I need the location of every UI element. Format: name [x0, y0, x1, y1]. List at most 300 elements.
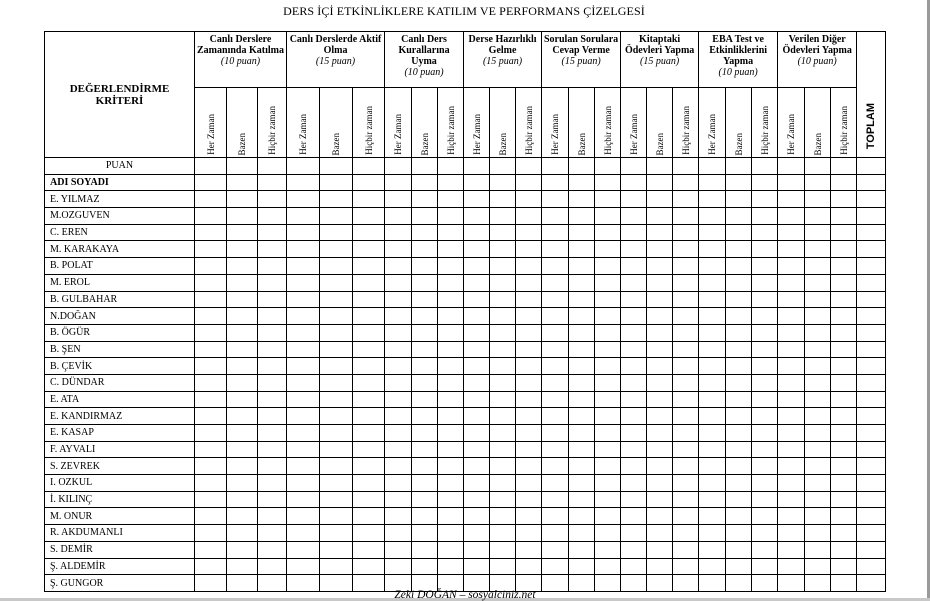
- score-cell[interactable]: [831, 391, 857, 408]
- score-cell[interactable]: [831, 274, 857, 291]
- score-cell[interactable]: [726, 241, 752, 258]
- score-cell[interactable]: [385, 525, 412, 542]
- score-cell[interactable]: [464, 441, 490, 458]
- score-cell[interactable]: [752, 391, 778, 408]
- score-cell[interactable]: [516, 308, 542, 325]
- score-cell[interactable]: [621, 241, 647, 258]
- score-cell[interactable]: [287, 324, 320, 341]
- score-cell[interactable]: [438, 191, 464, 208]
- score-cell[interactable]: [385, 291, 412, 308]
- score-cell[interactable]: [227, 324, 258, 341]
- score-cell[interactable]: [699, 491, 726, 508]
- score-cell[interactable]: [752, 241, 778, 258]
- score-cell[interactable]: [726, 475, 752, 492]
- score-cell[interactable]: [778, 308, 805, 325]
- score-cell[interactable]: [385, 224, 412, 241]
- score-cell[interactable]: [857, 358, 886, 375]
- score-cell[interactable]: [778, 258, 805, 275]
- score-cell[interactable]: [726, 558, 752, 575]
- score-cell[interactable]: [464, 491, 490, 508]
- score-cell[interactable]: [464, 241, 490, 258]
- score-cell[interactable]: [412, 508, 438, 525]
- score-cell[interactable]: [516, 324, 542, 341]
- score-cell[interactable]: [258, 308, 287, 325]
- score-cell[interactable]: [805, 475, 831, 492]
- score-cell[interactable]: [647, 308, 673, 325]
- score-cell[interactable]: [227, 208, 258, 225]
- score-cell[interactable]: [569, 174, 595, 191]
- score-cell[interactable]: [831, 491, 857, 508]
- score-cell[interactable]: [752, 358, 778, 375]
- score-cell[interactable]: [831, 291, 857, 308]
- score-cell[interactable]: [699, 341, 726, 358]
- score-cell[interactable]: [195, 508, 227, 525]
- score-cell[interactable]: [699, 208, 726, 225]
- score-cell[interactable]: [385, 308, 412, 325]
- score-cell[interactable]: [320, 458, 353, 475]
- score-cell[interactable]: [195, 541, 227, 558]
- score-cell[interactable]: [353, 191, 385, 208]
- score-cell[interactable]: [438, 441, 464, 458]
- score-cell[interactable]: [621, 291, 647, 308]
- score-cell[interactable]: [320, 158, 353, 175]
- score-cell[interactable]: [438, 374, 464, 391]
- score-cell[interactable]: [412, 324, 438, 341]
- score-cell[interactable]: [287, 391, 320, 408]
- score-cell[interactable]: [778, 158, 805, 175]
- score-cell[interactable]: [621, 541, 647, 558]
- score-cell[interactable]: [542, 441, 569, 458]
- score-cell[interactable]: [778, 391, 805, 408]
- score-cell[interactable]: [621, 458, 647, 475]
- score-cell[interactable]: [699, 224, 726, 241]
- score-cell[interactable]: [857, 208, 886, 225]
- score-cell[interactable]: [542, 291, 569, 308]
- score-cell[interactable]: [699, 241, 726, 258]
- score-cell[interactable]: [353, 308, 385, 325]
- score-cell[interactable]: [778, 525, 805, 542]
- score-cell[interactable]: [516, 408, 542, 425]
- score-cell[interactable]: [805, 391, 831, 408]
- score-cell[interactable]: [464, 475, 490, 492]
- score-cell[interactable]: [726, 258, 752, 275]
- score-cell[interactable]: [699, 358, 726, 375]
- score-cell[interactable]: [353, 491, 385, 508]
- score-cell[interactable]: [726, 508, 752, 525]
- score-cell[interactable]: [353, 341, 385, 358]
- score-cell[interactable]: [258, 158, 287, 175]
- score-cell[interactable]: [647, 508, 673, 525]
- score-cell[interactable]: [857, 491, 886, 508]
- score-cell[interactable]: [258, 341, 287, 358]
- score-cell[interactable]: [516, 258, 542, 275]
- score-cell[interactable]: [752, 508, 778, 525]
- score-cell[interactable]: [857, 374, 886, 391]
- score-cell[interactable]: [752, 425, 778, 442]
- score-cell[interactable]: [726, 391, 752, 408]
- score-cell[interactable]: [831, 525, 857, 542]
- score-cell[interactable]: [647, 374, 673, 391]
- score-cell[interactable]: [542, 491, 569, 508]
- score-cell[interactable]: [516, 558, 542, 575]
- score-cell[interactable]: [595, 374, 621, 391]
- score-cell[interactable]: [353, 324, 385, 341]
- score-cell[interactable]: [490, 425, 516, 442]
- score-cell[interactable]: [569, 341, 595, 358]
- score-cell[interactable]: [438, 158, 464, 175]
- score-cell[interactable]: [673, 475, 699, 492]
- score-cell[interactable]: [258, 458, 287, 475]
- score-cell[interactable]: [542, 208, 569, 225]
- score-cell[interactable]: [726, 291, 752, 308]
- score-cell[interactable]: [673, 508, 699, 525]
- score-cell[interactable]: [385, 324, 412, 341]
- score-cell[interactable]: [831, 425, 857, 442]
- score-cell[interactable]: [464, 374, 490, 391]
- score-cell[interactable]: [569, 475, 595, 492]
- score-cell[interactable]: [287, 208, 320, 225]
- score-cell[interactable]: [516, 358, 542, 375]
- score-cell[interactable]: [778, 374, 805, 391]
- score-cell[interactable]: [258, 408, 287, 425]
- score-cell[interactable]: [778, 491, 805, 508]
- score-cell[interactable]: [353, 408, 385, 425]
- score-cell[interactable]: [258, 541, 287, 558]
- score-cell[interactable]: [647, 525, 673, 542]
- score-cell[interactable]: [516, 341, 542, 358]
- score-cell[interactable]: [438, 508, 464, 525]
- score-cell[interactable]: [699, 158, 726, 175]
- score-cell[interactable]: [647, 558, 673, 575]
- score-cell[interactable]: [490, 458, 516, 475]
- score-cell[interactable]: [464, 208, 490, 225]
- score-cell[interactable]: [569, 358, 595, 375]
- score-cell[interactable]: [699, 425, 726, 442]
- score-cell[interactable]: [595, 341, 621, 358]
- score-cell[interactable]: [385, 425, 412, 442]
- score-cell[interactable]: [805, 558, 831, 575]
- score-cell[interactable]: [287, 408, 320, 425]
- score-cell[interactable]: [699, 391, 726, 408]
- score-cell[interactable]: [805, 341, 831, 358]
- score-cell[interactable]: [752, 291, 778, 308]
- score-cell[interactable]: [831, 358, 857, 375]
- score-cell[interactable]: [621, 158, 647, 175]
- score-cell[interactable]: [699, 541, 726, 558]
- score-cell[interactable]: [621, 525, 647, 542]
- score-cell[interactable]: [385, 191, 412, 208]
- score-cell[interactable]: [412, 391, 438, 408]
- score-cell[interactable]: [699, 174, 726, 191]
- score-cell[interactable]: [569, 408, 595, 425]
- score-cell[interactable]: [857, 191, 886, 208]
- score-cell[interactable]: [412, 358, 438, 375]
- score-cell[interactable]: [595, 358, 621, 375]
- score-cell[interactable]: [385, 491, 412, 508]
- score-cell[interactable]: [621, 308, 647, 325]
- score-cell[interactable]: [857, 525, 886, 542]
- score-cell[interactable]: [464, 408, 490, 425]
- score-cell[interactable]: [195, 274, 227, 291]
- score-cell[interactable]: [778, 358, 805, 375]
- score-cell[interactable]: [412, 541, 438, 558]
- score-cell[interactable]: [320, 191, 353, 208]
- score-cell[interactable]: [287, 508, 320, 525]
- score-cell[interactable]: [438, 174, 464, 191]
- score-cell[interactable]: [831, 541, 857, 558]
- score-cell[interactable]: [831, 458, 857, 475]
- score-cell[interactable]: [595, 291, 621, 308]
- score-cell[interactable]: [542, 324, 569, 341]
- score-cell[interactable]: [320, 374, 353, 391]
- score-cell[interactable]: [831, 374, 857, 391]
- score-cell[interactable]: [490, 408, 516, 425]
- score-cell[interactable]: [195, 374, 227, 391]
- score-cell[interactable]: [258, 291, 287, 308]
- score-cell[interactable]: [805, 208, 831, 225]
- score-cell[interactable]: [831, 241, 857, 258]
- score-cell[interactable]: [353, 374, 385, 391]
- score-cell[interactable]: [569, 374, 595, 391]
- score-cell[interactable]: [412, 191, 438, 208]
- score-cell[interactable]: [673, 308, 699, 325]
- score-cell[interactable]: [353, 458, 385, 475]
- score-cell[interactable]: [320, 358, 353, 375]
- score-cell[interactable]: [673, 191, 699, 208]
- score-cell[interactable]: [287, 274, 320, 291]
- score-cell[interactable]: [673, 525, 699, 542]
- score-cell[interactable]: [805, 274, 831, 291]
- score-cell[interactable]: [385, 374, 412, 391]
- score-cell[interactable]: [595, 525, 621, 542]
- score-cell[interactable]: [778, 208, 805, 225]
- score-cell[interactable]: [490, 208, 516, 225]
- score-cell[interactable]: [542, 274, 569, 291]
- score-cell[interactable]: [438, 541, 464, 558]
- score-cell[interactable]: [726, 341, 752, 358]
- score-cell[interactable]: [595, 274, 621, 291]
- score-cell[interactable]: [385, 408, 412, 425]
- score-cell[interactable]: [227, 441, 258, 458]
- score-cell[interactable]: [412, 174, 438, 191]
- score-cell[interactable]: [621, 491, 647, 508]
- score-cell[interactable]: [516, 441, 542, 458]
- score-cell[interactable]: [595, 391, 621, 408]
- score-cell[interactable]: [516, 241, 542, 258]
- score-cell[interactable]: [490, 358, 516, 375]
- score-cell[interactable]: [752, 324, 778, 341]
- score-cell[interactable]: [227, 241, 258, 258]
- score-cell[interactable]: [542, 158, 569, 175]
- score-cell[interactable]: [673, 441, 699, 458]
- score-cell[interactable]: [353, 358, 385, 375]
- score-cell[interactable]: [778, 458, 805, 475]
- score-cell[interactable]: [258, 324, 287, 341]
- score-cell[interactable]: [752, 374, 778, 391]
- score-cell[interactable]: [516, 458, 542, 475]
- score-cell[interactable]: [569, 508, 595, 525]
- score-cell[interactable]: [673, 291, 699, 308]
- score-cell[interactable]: [621, 341, 647, 358]
- score-cell[interactable]: [778, 408, 805, 425]
- score-cell[interactable]: [699, 374, 726, 391]
- score-cell[interactable]: [831, 475, 857, 492]
- score-cell[interactable]: [726, 274, 752, 291]
- score-cell[interactable]: [438, 425, 464, 442]
- score-cell[interactable]: [542, 558, 569, 575]
- score-cell[interactable]: [621, 374, 647, 391]
- score-cell[interactable]: [320, 324, 353, 341]
- score-cell[interactable]: [516, 374, 542, 391]
- score-cell[interactable]: [752, 208, 778, 225]
- score-cell[interactable]: [621, 391, 647, 408]
- score-cell[interactable]: [595, 241, 621, 258]
- score-cell[interactable]: [699, 508, 726, 525]
- score-cell[interactable]: [353, 425, 385, 442]
- score-cell[interactable]: [258, 508, 287, 525]
- score-cell[interactable]: [569, 541, 595, 558]
- score-cell[interactable]: [385, 558, 412, 575]
- score-cell[interactable]: [569, 274, 595, 291]
- score-cell[interactable]: [778, 191, 805, 208]
- score-cell[interactable]: [353, 391, 385, 408]
- score-cell[interactable]: [569, 491, 595, 508]
- score-cell[interactable]: [831, 158, 857, 175]
- score-cell[interactable]: [287, 191, 320, 208]
- score-cell[interactable]: [647, 391, 673, 408]
- score-cell[interactable]: [647, 241, 673, 258]
- score-cell[interactable]: [647, 324, 673, 341]
- score-cell[interactable]: [287, 374, 320, 391]
- score-cell[interactable]: [699, 291, 726, 308]
- score-cell[interactable]: [542, 391, 569, 408]
- score-cell[interactable]: [805, 541, 831, 558]
- score-cell[interactable]: [752, 308, 778, 325]
- score-cell[interactable]: [542, 224, 569, 241]
- score-cell[interactable]: [673, 408, 699, 425]
- score-cell[interactable]: [542, 408, 569, 425]
- score-cell[interactable]: [195, 358, 227, 375]
- score-cell[interactable]: [805, 191, 831, 208]
- score-cell[interactable]: [320, 508, 353, 525]
- score-cell[interactable]: [385, 508, 412, 525]
- score-cell[interactable]: [464, 341, 490, 358]
- score-cell[interactable]: [227, 508, 258, 525]
- score-cell[interactable]: [805, 358, 831, 375]
- score-cell[interactable]: [353, 174, 385, 191]
- score-cell[interactable]: [353, 441, 385, 458]
- score-cell[interactable]: [412, 491, 438, 508]
- score-cell[interactable]: [516, 274, 542, 291]
- score-cell[interactable]: [595, 324, 621, 341]
- score-cell[interactable]: [258, 258, 287, 275]
- score-cell[interactable]: [412, 441, 438, 458]
- score-cell[interactable]: [805, 508, 831, 525]
- score-cell[interactable]: [857, 291, 886, 308]
- score-cell[interactable]: [595, 208, 621, 225]
- score-cell[interactable]: [857, 541, 886, 558]
- score-cell[interactable]: [287, 341, 320, 358]
- score-cell[interactable]: [464, 291, 490, 308]
- score-cell[interactable]: [412, 308, 438, 325]
- score-cell[interactable]: [595, 158, 621, 175]
- score-cell[interactable]: [490, 274, 516, 291]
- score-cell[interactable]: [857, 224, 886, 241]
- score-cell[interactable]: [805, 525, 831, 542]
- score-cell[interactable]: [516, 158, 542, 175]
- score-cell[interactable]: [490, 291, 516, 308]
- score-cell[interactable]: [412, 458, 438, 475]
- score-cell[interactable]: [320, 491, 353, 508]
- score-cell[interactable]: [385, 241, 412, 258]
- score-cell[interactable]: [320, 224, 353, 241]
- score-cell[interactable]: [726, 208, 752, 225]
- score-cell[interactable]: [438, 258, 464, 275]
- score-cell[interactable]: [195, 191, 227, 208]
- score-cell[interactable]: [385, 258, 412, 275]
- score-cell[interactable]: [464, 425, 490, 442]
- score-cell[interactable]: [438, 391, 464, 408]
- score-cell[interactable]: [353, 208, 385, 225]
- score-cell[interactable]: [778, 291, 805, 308]
- score-cell[interactable]: [287, 241, 320, 258]
- score-cell[interactable]: [287, 291, 320, 308]
- score-cell[interactable]: [857, 341, 886, 358]
- score-cell[interactable]: [542, 191, 569, 208]
- score-cell[interactable]: [726, 308, 752, 325]
- score-cell[interactable]: [195, 458, 227, 475]
- score-cell[interactable]: [857, 475, 886, 492]
- score-cell[interactable]: [412, 241, 438, 258]
- score-cell[interactable]: [287, 425, 320, 442]
- score-cell[interactable]: [258, 525, 287, 542]
- score-cell[interactable]: [621, 408, 647, 425]
- score-cell[interactable]: [857, 258, 886, 275]
- score-cell[interactable]: [227, 274, 258, 291]
- score-cell[interactable]: [464, 558, 490, 575]
- score-cell[interactable]: [569, 308, 595, 325]
- score-cell[interactable]: [490, 374, 516, 391]
- score-cell[interactable]: [857, 241, 886, 258]
- score-cell[interactable]: [778, 508, 805, 525]
- score-cell[interactable]: [857, 558, 886, 575]
- score-cell[interactable]: [857, 458, 886, 475]
- score-cell[interactable]: [595, 458, 621, 475]
- score-cell[interactable]: [752, 558, 778, 575]
- score-cell[interactable]: [569, 391, 595, 408]
- score-cell[interactable]: [287, 525, 320, 542]
- score-cell[interactable]: [227, 425, 258, 442]
- score-cell[interactable]: [595, 491, 621, 508]
- score-cell[interactable]: [805, 174, 831, 191]
- score-cell[interactable]: [258, 374, 287, 391]
- score-cell[interactable]: [464, 391, 490, 408]
- score-cell[interactable]: [490, 525, 516, 542]
- score-cell[interactable]: [464, 191, 490, 208]
- score-cell[interactable]: [412, 291, 438, 308]
- score-cell[interactable]: [412, 408, 438, 425]
- score-cell[interactable]: [227, 258, 258, 275]
- score-cell[interactable]: [595, 475, 621, 492]
- score-cell[interactable]: [857, 158, 886, 175]
- score-cell[interactable]: [320, 558, 353, 575]
- score-cell[interactable]: [569, 224, 595, 241]
- score-cell[interactable]: [195, 208, 227, 225]
- score-cell[interactable]: [195, 158, 227, 175]
- score-cell[interactable]: [726, 525, 752, 542]
- score-cell[interactable]: [831, 441, 857, 458]
- score-cell[interactable]: [438, 358, 464, 375]
